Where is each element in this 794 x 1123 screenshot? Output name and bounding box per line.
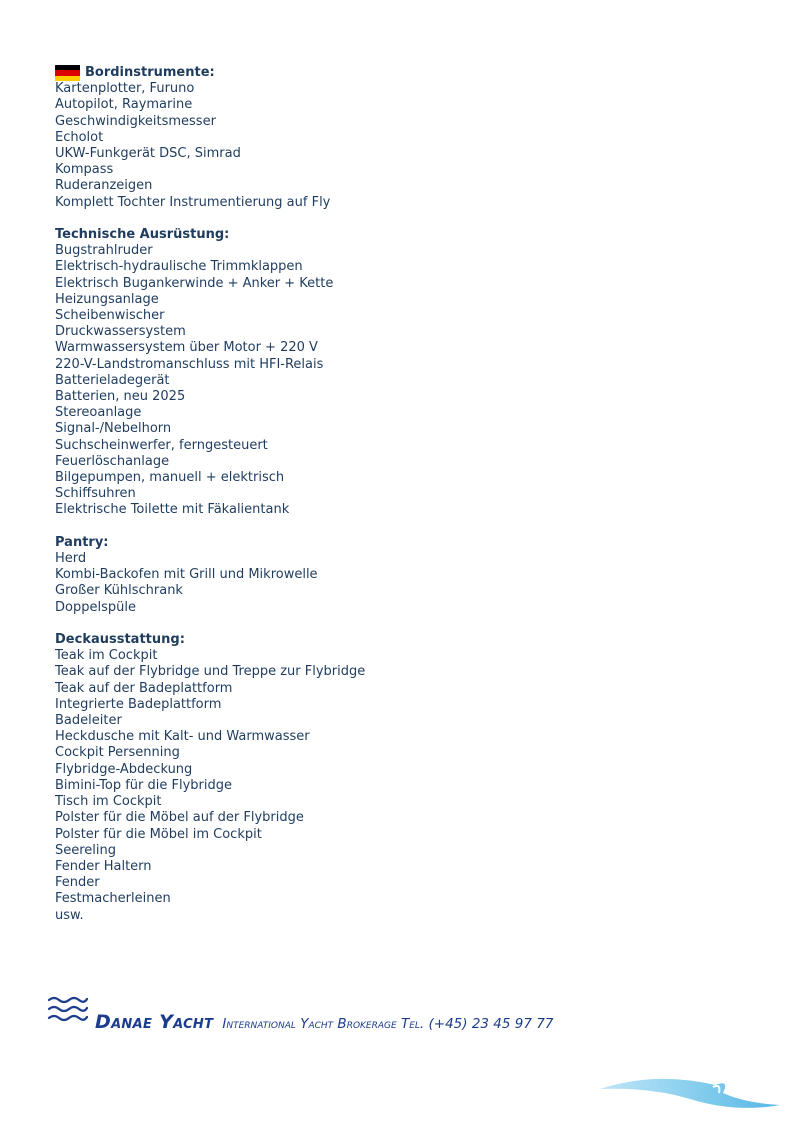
list-item: Komplett Tochter Instrumentierung auf Fly (55, 194, 331, 210)
list-item: Elektrisch-hydraulische Trimmklappen (55, 259, 303, 275)
section-heading (55, 65, 755, 81)
list-item: Feuerlöschanlage (55, 453, 170, 469)
list-item: Heckdusche mit Kalt- und Warmwasser (55, 729, 310, 745)
list-item: Elektrische Toilette mit Fäkalientank (55, 502, 290, 518)
list-item: Herd (55, 551, 87, 567)
list-item: Badeleiter (55, 713, 122, 729)
wave-swoosh-icon (595, 1075, 785, 1119)
list-item: Druckwassersystem (55, 324, 186, 340)
list-item: Integrierte Badeplattform (55, 696, 222, 712)
list-item: Teak auf der Flybridge und Treppe zur Flybridge (55, 664, 366, 680)
list-item: UKW-Funkgerät DSC, Simrad (55, 146, 241, 162)
list-item: Bilgepumpen, manuell + elektrisch (55, 470, 285, 486)
list-item: Festmacherleinen (55, 891, 171, 907)
list-item: Kompass (55, 162, 114, 178)
german-flag-icon (55, 65, 80, 81)
list-item: Teak im Cockpit (55, 648, 158, 664)
list-item: Batterien, neu 2025 (55, 389, 186, 405)
list-item: Warmwassersystem über Motor + 220 V (55, 340, 318, 356)
list-item: Fender Haltern (55, 858, 152, 874)
footer-brand-line (95, 1011, 553, 1033)
section-heading-text: Technische Ausrüstung: (55, 227, 230, 243)
list-item: Teak auf der Badeplattform (55, 680, 233, 696)
footer-tagline: International Yacht Brokerage Tel. (+45) 23 45 97 77 (222, 1016, 554, 1032)
list-item: Elektrisch Bugankerwinde + Anker + Kette (55, 275, 334, 291)
list-item: 220-V-Landstromanschluss mit HFI-Relais (55, 356, 324, 372)
list-item: Geschwindigkeitsmesser (55, 113, 216, 129)
list-item: Signal-/Nebelhorn (55, 421, 172, 437)
list-item: Polster für die Möbel im Cockpit (55, 826, 262, 842)
list-item: Batterieladegerät (55, 372, 170, 388)
brand-name: Danae Yacht (95, 1011, 214, 1033)
list-item: Heizungsanlage (55, 291, 159, 307)
section-heading (55, 632, 755, 648)
list-item: Flybridge-Abdeckung (55, 761, 193, 777)
list-item: Scheibenwischer (55, 308, 165, 324)
list-item: Polster für die Möbel auf der Flybridge (55, 810, 304, 826)
list-item: Cockpit Persenning (55, 745, 180, 761)
waves-logo-icon (47, 995, 89, 1031)
list-item: Fender (55, 875, 100, 891)
list-item: Bugstrahlruder (55, 243, 153, 259)
equipment-list (55, 65, 755, 940)
list-item: Schiffsuhren (55, 486, 136, 502)
section-bordinstrumente (55, 65, 755, 211)
section-deckausstattung (55, 632, 755, 924)
list-item: Kombi-Backofen mit Grill und Mikrowelle (55, 567, 318, 583)
section-heading (55, 535, 755, 551)
section-heading (55, 227, 755, 243)
list-item: Suchscheinwerfer, ferngesteuert (55, 437, 268, 453)
section-technische-ausrüstung (55, 227, 755, 519)
list-item: Tisch im Cockpit (55, 794, 162, 810)
list-item: Kartenplotter, Furuno (55, 81, 195, 97)
list-item: Doppelspüle (55, 599, 136, 615)
section-heading-text: Deckausstattung: (55, 632, 185, 648)
list-item: Seereling (55, 842, 117, 858)
section-heading-text: Pantry: (55, 534, 109, 550)
list-item: Bimini-Top für die Flybridge (55, 777, 233, 793)
list-item: Echolot (55, 129, 104, 145)
section-pantry (55, 535, 755, 616)
list-item: usw. (55, 907, 84, 923)
section-heading-text: Bordinstrumente: (85, 65, 215, 80)
list-item: Großer Kühlschrank (55, 583, 183, 599)
list-item: Stereoanlage (55, 405, 142, 421)
list-item: Autopilot, Raymarine (55, 97, 193, 113)
list-item: Ruderanzeigen (55, 178, 153, 194)
